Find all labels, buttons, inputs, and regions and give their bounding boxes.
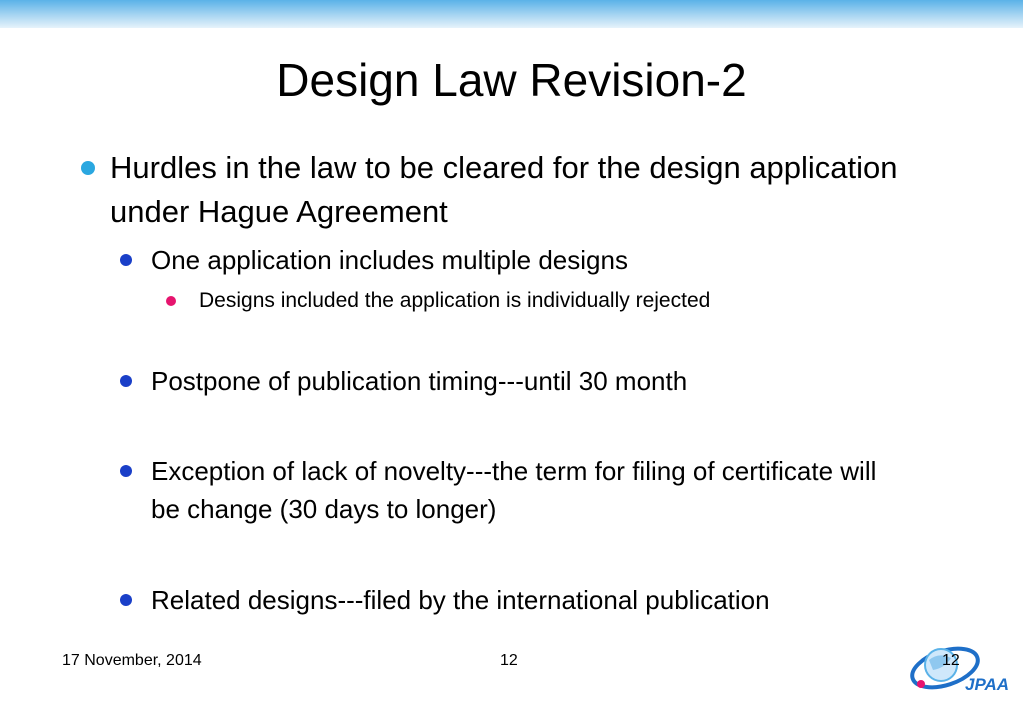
bullet-item-related-designs: [118, 581, 911, 619]
bullet-dot-icon: [120, 465, 132, 477]
footer-page-number-right: 12: [942, 652, 960, 669]
slide-title: Design Law Revision-2: [276, 54, 747, 106]
bullet-text: Designs included the application is individually rejected: [199, 289, 711, 312]
logo-lettering: JPAA: [965, 675, 1010, 694]
bullet-item-hurdles: [78, 146, 900, 234]
footer-date: 17 November, 2014: [62, 652, 202, 669]
bullet-dot-icon: [166, 296, 176, 306]
bullet-dot-icon: [120, 375, 132, 387]
bullet-item-multiple-designs: [118, 241, 911, 279]
footer-page-number: 12: [500, 652, 518, 669]
bullet-text: One application includes multiple designs: [151, 245, 628, 275]
bullet-dot-icon: [120, 254, 132, 266]
header-gradient-band: [0, 0, 1023, 28]
bullet-item-individually-rejected: [166, 287, 899, 315]
bullet-dot-icon: [81, 161, 95, 175]
bullet-text: Related designs---filed by the international publication: [151, 585, 770, 615]
bullet-dot-icon: [120, 594, 132, 606]
bullet-item-postpone-publication: [118, 362, 911, 400]
bullet-text: Exception of lack of novelty---the term for filing of certificate will be change (30 days to longer): [151, 456, 877, 524]
bullet-text: Hurdles in the law to be cleared for the design application under Hague Agreement: [110, 150, 898, 229]
bullet-item-exception-novelty: [118, 452, 911, 528]
bullet-text: Postpone of publication timing---until 30 month: [151, 366, 688, 396]
